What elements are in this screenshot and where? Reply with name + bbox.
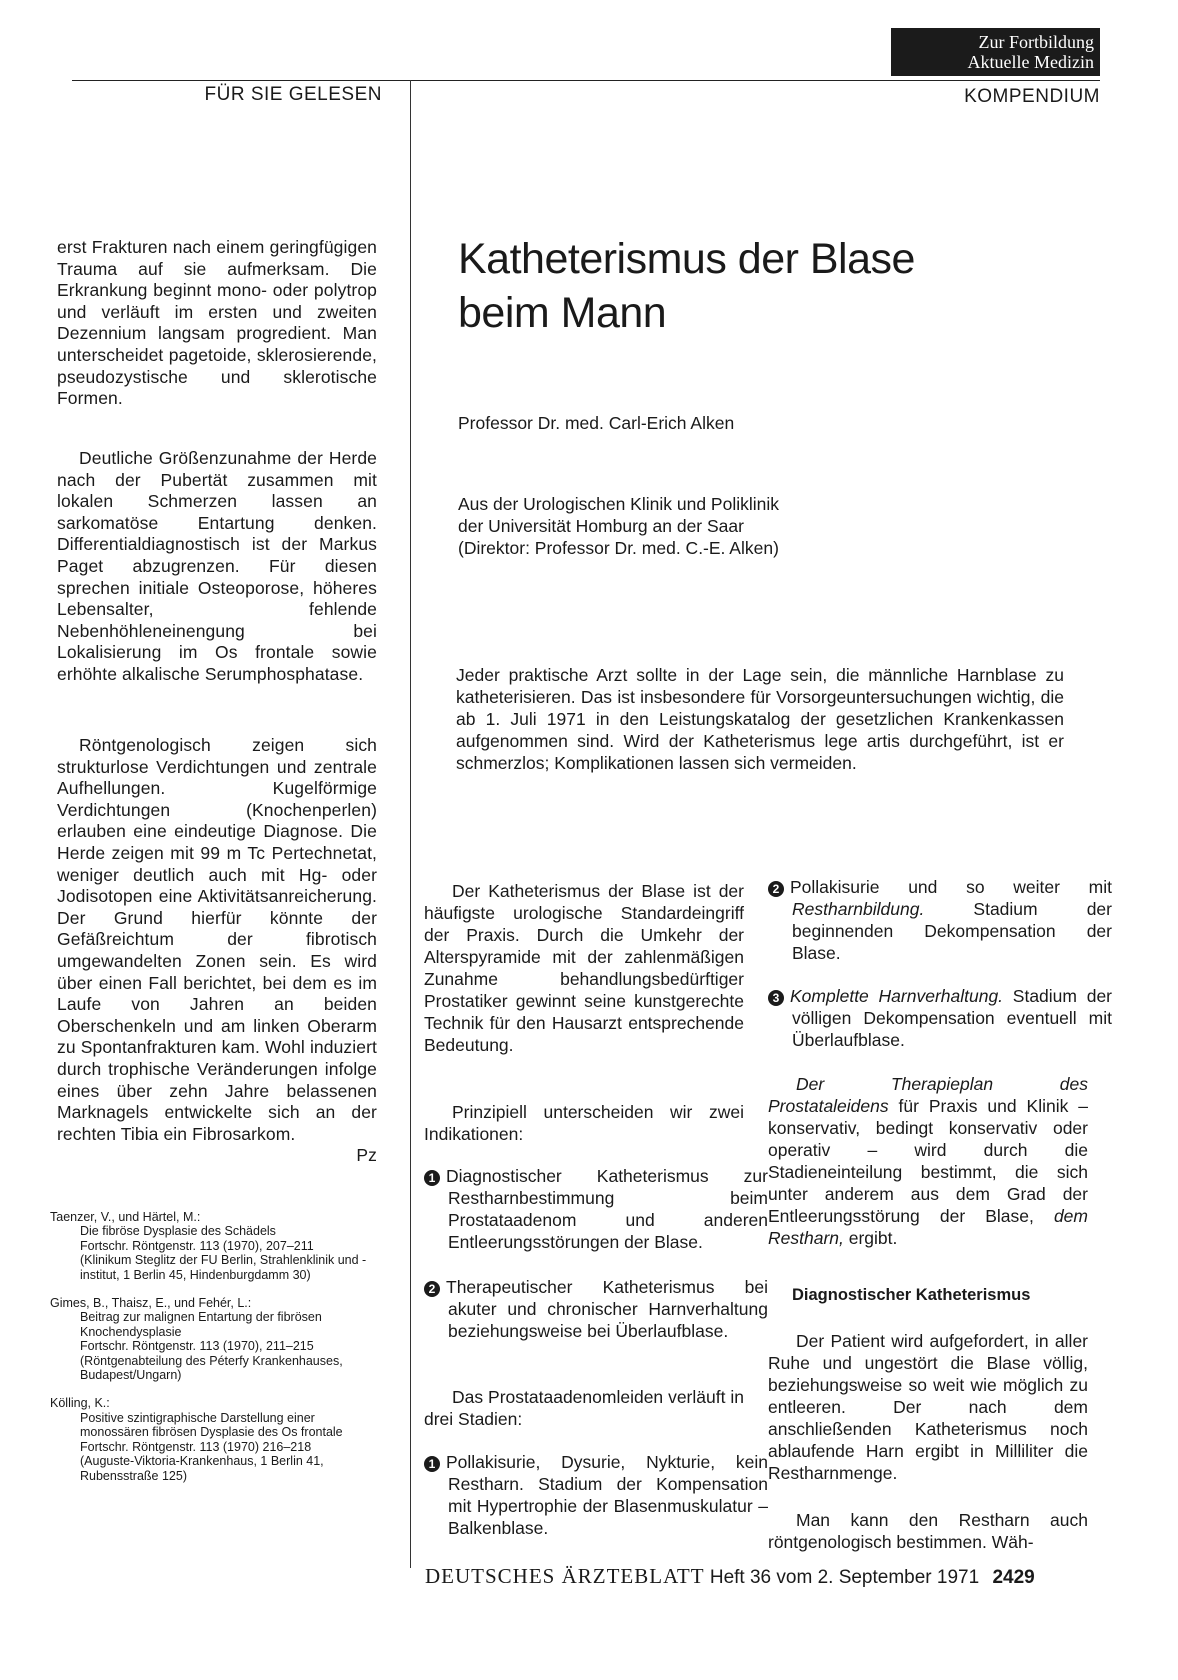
right-section-header: KOMPENDIUM (964, 86, 1100, 107)
body-paragraph-roentgen: Man kann den Restharn auch röntgenologisch bestimmen. Wäh- (768, 1510, 1088, 1552)
number-3-icon: 3 (768, 990, 784, 1006)
stage-2-text-a: Pollakisurie und so weiter mit (790, 877, 1112, 897)
left-section-header: FÜR SIE GELESEN (204, 84, 382, 105)
body-paragraph-intro: Der Katheterismus der Blase ist der häufigste urologische Standardeingriff der Praxis. Durch die Umkehr der Alterspyramide mit der zahlenmäßigen Zunahme behandlungsbedürftiger Prostatiker gewinnt seine kunstgerechte Technik für den Hausarzt entsprechende Bedeutung. (424, 881, 744, 1055)
body-paragraph-therapy (768, 1073, 1088, 1249)
reference-title: Beitrag zur malignen Entartung der fibrösen Knochendysplasie (80, 1310, 322, 1339)
reference-title: Positive szintigraphische Darstellung einer monossären fibrösen Dysplasie des Os frontale (80, 1410, 343, 1440)
reference-institution: (Auguste-Viktoria-Krankenhaus, 1 Berlin 41, Rubensstraße 125) (80, 1454, 324, 1483)
reference-journal: Fortschr. Röntgenstr. 113 (1970), 211–215 (80, 1339, 314, 1354)
stage-3-text-italic: Komplette Harnverhaltung. (790, 986, 1004, 1006)
article-title (458, 232, 1058, 340)
author-affiliation (458, 493, 779, 559)
stage-3 (768, 985, 1112, 1051)
indication-2-text: Therapeutischer Katheterismus bei akuter und chronischer Harnverhaltung beziehungsweise bei Überlaufblase. (446, 1277, 768, 1341)
reference-authors: Gimes, B., Thaisz, E., und Fehér, L.: (50, 1296, 252, 1311)
therapy-text-a: für Praxis und Klinik – konservativ, bedingt konservativ oder operativ – wird durch die Stadieneinteilung bestimmt, die sich unter anderem aus dem Grad der Entleerungsstörung der Blase, (768, 1096, 1088, 1226)
stage-3-text: Stadium der völligen Dekompensation eventuell mit Überlaufblase. (792, 986, 1113, 1050)
body-paragraph-indications: Prinzipiell unterscheiden wir zwei Indikationen: (424, 1102, 744, 1144)
badge-line-2: Aktuelle Medizin (967, 52, 1094, 72)
article-title-line-2: beim Mann (458, 289, 667, 337)
column-rule (410, 80, 411, 1568)
affiliation-line-3: (Direktor: Professor Dr. med. C.-E. Alken) (458, 538, 779, 558)
indication-2 (424, 1276, 768, 1342)
reference-list (50, 1210, 380, 1491)
number-1-icon: 1 (424, 1456, 440, 1472)
article-title-line-1: Katheterismus der Blase (458, 235, 915, 283)
body-paragraph-stages: Das Prostataadenomleiden verläuft in drei Stadien: (424, 1387, 744, 1429)
page-number: 2429 (992, 1567, 1035, 1588)
author-signature: Pz (356, 1145, 377, 1166)
reference-item (50, 1210, 380, 1282)
therapy-text-b: ergibt. (843, 1228, 898, 1248)
left-paragraph-2: Deutliche Größenzunahme der Herde nach der Pubertät zusammen mit lokalen Schmerzen lassen an sarkomatöse Entartung denken. Differentialdiagnostisch ist der Markus Paget abzugrenzen. Für diesen sprechen initiale Osteoporose, höheres Lebensalter, fehlende Nebenhöhleneinengung bei Lokalisierung im Os frontale sowie erhöhte alkalische Serumphosphatase. (57, 448, 377, 684)
journal-name: DEUTSCHES ÄRZTEBLATT (425, 1564, 705, 1588)
number-2-icon: 2 (424, 1281, 440, 1297)
issue-info: Heft 36 vom 2. September 1971 (709, 1567, 980, 1588)
indication-1 (424, 1165, 768, 1253)
top-rule (72, 80, 1100, 81)
reference-institution: (Klinikum Steglitz der FU Berlin, Strahlenklinik und -institut, 1 Berlin 45, Hindenburgdamm 30) (80, 1253, 367, 1282)
page-footer (425, 1564, 1035, 1589)
reference-item (50, 1296, 380, 1382)
stage-2-text-b: Stadium der beginnenden Dekompensation der Blase. (792, 899, 1112, 963)
stage-1-text: Pollakisurie, Dysurie, Nykturie, kein Restharn. Stadium der Kompensation mit Hypertrophie der Blasenmuskulatur – Balkenblase. (446, 1452, 768, 1538)
reference-authors: Taenzer, V., und Härtel, M.: (50, 1210, 201, 1224)
stage-1 (424, 1451, 768, 1539)
indication-1-text: Diagnostischer Katheterismus zur Restharnbestimmung beim Prostataadenom und anderen Entleerungsstörungen der Blase. (446, 1166, 768, 1252)
therapy-italic-2: dem Restharn, (768, 1206, 1088, 1248)
reference-authors: Kölling, K.: (50, 1396, 110, 1411)
left-paragraph-3-text: Röntgenologisch zeigen sich strukturlose Verdichtungen und zentrale Aufhellungen. Kugelförmige Verdichtungen (Knochenperlen) erlauben eine eindeutige Diagnose. Die Herde zeigen mit 99 m Tc Pertechnetat, weniger deutlich auch mit Hg- oder Jodisotopen eine Aktivitätsanreicherung. Der Grund hierfür könnte der Gefäßreichtum der fibrotisch umgewandelten Zonen sein. Es wird über einen Fall berichtet, bei dem es im Laufe von Jahren an beiden Oberschenkeln und am linken Oberarm zu Spontanfrakturen kam. Wohl induziert durch trophische Veränderungen infolge eines über zehn Jahre belassenen Marknagels entwickelte sich an der rechten Tibia ein Fibrosarkom. (57, 735, 377, 1144)
reference-title: Die fibröse Dysplasie des Schädels (80, 1224, 276, 1239)
number-2-icon: 2 (768, 881, 784, 897)
reference-journal: Fortschr. Röntgenstr. 113 (1970), 207–211 (80, 1238, 314, 1253)
affiliation-line-2: der Universität Homburg an der Saar (458, 516, 744, 536)
body-paragraph-patient: Der Patient wird aufgefordert, in aller Ruhe und ungestört die Blase völlig, beziehungsweise so weit wie möglich zu entleeren. Der nach dem anschließenden Katheterismus noch ablaufende Harn ergibt in Milliliter die Restharnmenge. (768, 1331, 1088, 1483)
stage-2 (768, 876, 1112, 964)
badge-line-1: Zur Fortbildung (978, 32, 1094, 52)
left-paragraph-3 (57, 735, 377, 1167)
section-heading: Diagnostischer Katheterismus (792, 1286, 1031, 1304)
reference-journal: Fortschr. Röntgenstr. 113 (1970) 216–218 (80, 1439, 312, 1454)
stage-2-text-italic: Restharnbildung. (792, 899, 925, 919)
affiliation-line-1: Aus der Urologischen Klinik und Poliklinik (458, 494, 779, 514)
article-abstract: Jeder praktische Arzt sollte in der Lage sein, die männliche Harnblase zu katheterisieren. Das ist insbesondere für Vorsorgeuntersuchungen wichtig, die ab 1. Juli 1971 in den Leistungskatalog der gesetzlichen Krankenkassen aufgenommen sind. Wird der Katheterismus lege artis durchgeführt, ist er schmerzlos; Komplikationen lassen sich vermeiden. (456, 665, 1064, 773)
reference-item (50, 1396, 380, 1482)
reference-institution: (Röntgenabteilung des Péterfy Krankenhauses, Budapest/Ungarn) (80, 1353, 343, 1383)
therapy-italic-1: Der Therapieplan des Prostataleidens (768, 1074, 1088, 1116)
left-paragraph-1: erst Frakturen nach einem geringfügigen Trauma auf sie aufmerksam. Die Erkrankung beginnt mono- oder polytrop und verläuft im ersten und zweiten Dezennium langsam progredient. Man unterscheidet pagetoide, sklerosierende, pseudozystische und sklerotische Formen. (57, 237, 377, 409)
article-author: Professor Dr. med. Carl-Erich Alken (458, 413, 735, 433)
section-badge (891, 28, 1100, 76)
number-1-icon: 1 (424, 1170, 440, 1186)
